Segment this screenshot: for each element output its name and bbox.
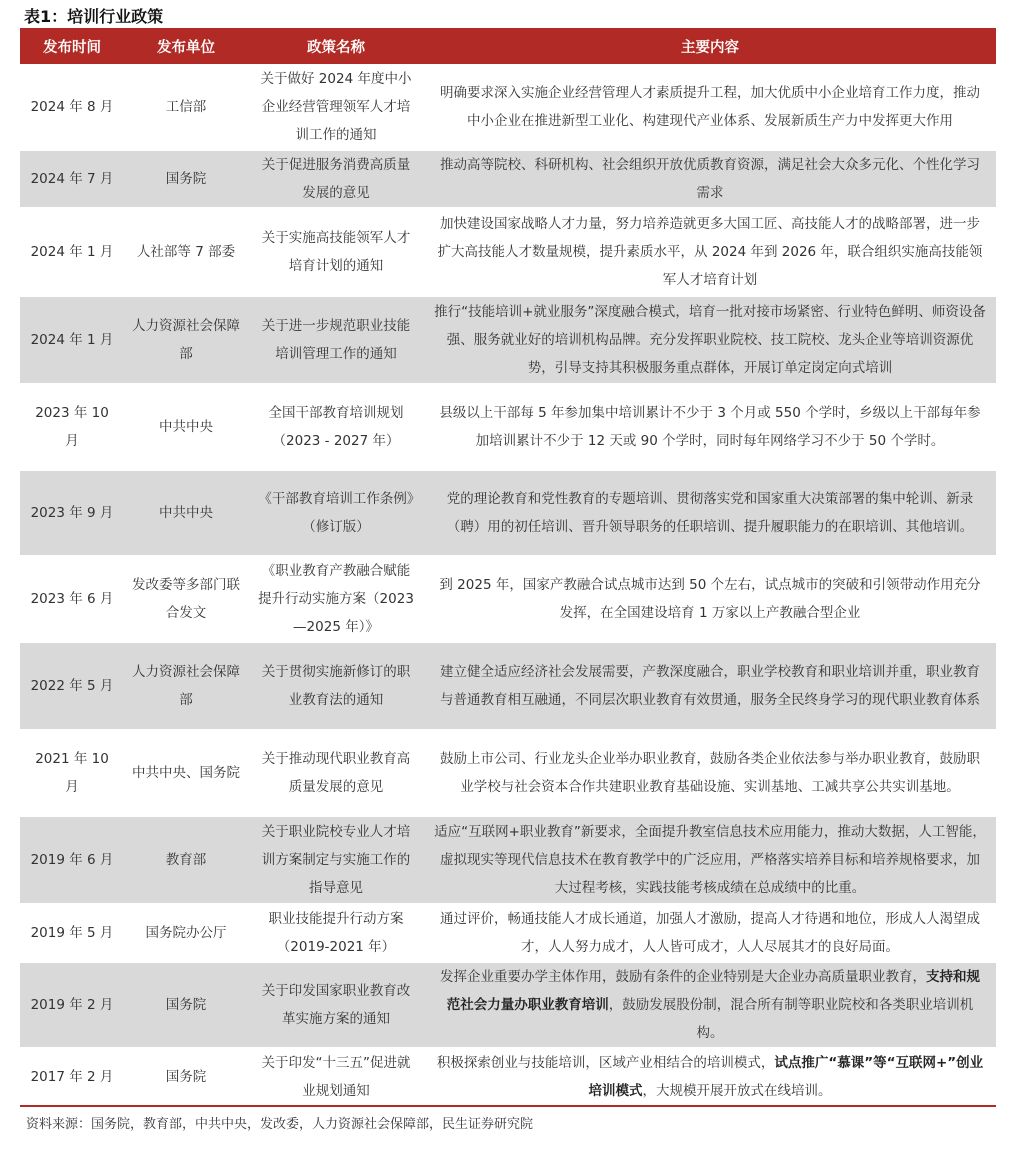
cell-content: 加快建设国家战略人才力量，努力培养造就更多大国工匠、高技能人才的战略部署，进一步扩大高技能人才数量规模，提升素质水平，从 2024 年到 2026 年，联合组织实施高技能领军人才培育计划: [437, 216, 983, 288]
cell-name: 关于促进服务消费高质量发展的意见: [248, 150, 424, 208]
source-note: 资料来源：国务院，教育部，中共中央，发改委，人力资源社会保障部，民生证券研究院: [26, 1117, 534, 1132]
cell-name: 关于职业院校专业人才培训方案制定与实施工作的指导意见: [248, 816, 424, 904]
cell-name: 关于推动现代职业教育高质量发展的意见: [261, 751, 411, 795]
cell-org: 中共中央、国务院: [132, 765, 240, 781]
header-time: 发布时间: [20, 28, 124, 64]
cell-time: 2023 年 6 月: [30, 591, 114, 607]
content-text: 发挥企业重要办学主体作用，鼓励有条件的企业特别是大企业办高质量职业教育，: [440, 969, 926, 985]
content-text: ，鼓励发展股份制，混合所有制等职业院校和各类职业培训机构。: [608, 997, 974, 1041]
table-row: [20, 730, 996, 816]
cell-name: 关于印发国家职业教育改革实施方案的通知: [248, 962, 424, 1048]
cell-time: 2019 年 2 月: [20, 962, 124, 1048]
cell-content: 通过评价，畅通技能人才成长通道，加强人才激励，提高人才待遇和地位，形成人人渴望成才，人人努力成才，人人皆可成才，人人尽展其才的良好局面。: [440, 911, 980, 955]
cell-time: 2019 年 5 月: [30, 925, 114, 941]
header-content: 主要内容: [424, 28, 996, 64]
cell-content: [424, 962, 996, 1048]
table-row: [20, 642, 996, 730]
content-emphasis: 试点推广“慕课”等“互联网+”创业培训模式: [588, 1055, 984, 1099]
cell-name: 关于印发“十三五”促进就业规划通知: [261, 1055, 411, 1099]
table-row: [20, 1048, 996, 1106]
cell-name: 关于做好 2024 年度中小企业经营管理领军人才培训工作的通知: [260, 70, 412, 143]
table-row: [20, 962, 996, 1048]
cell-org: 中共中央: [124, 470, 248, 556]
content-text: ，大规模开展开放式在线培训。: [642, 1083, 832, 1099]
table-row: [20, 208, 996, 296]
table-row: [20, 296, 996, 384]
cell-time: 2024 年 1 月: [30, 244, 114, 260]
cell-content: 到 2025 年，国家产教融合试点城市达到 50 个左右，试点城市的突破和引领带动作用充分发挥，在全国建设培育 1 万家以上产教融合型企业: [439, 577, 981, 621]
cell-org: 人力资源社会保障部: [124, 642, 248, 730]
cell-org: 工信部: [165, 98, 207, 115]
cell-time: 2017 年 2 月: [30, 1069, 114, 1085]
cell-content: 建立健全适应经济社会发展需要，产教深度融合，职业学校教育和职业培训并重，职业教育与普通教育相互融通，不同层次职业教育有效贯通，服务全民终身学习的现代职业教育体系: [424, 642, 996, 730]
table-row: [20, 470, 996, 556]
cell-name: 《职业教育产教融合赋能提升行动实施方案（2023—2025 年）》: [258, 563, 414, 635]
cell-org: 国务院: [124, 150, 248, 208]
cell-time: 2021 年 10 月: [35, 751, 109, 795]
cell-content: 县级以上干部每 5 年参加集中培训累计不少于 3 个月或 550 个学时，乡级以上干部每年参加培训累计不少于 12 天或 90 个学时，同时每年网络学习不少于 50 个学时。: [439, 405, 981, 449]
table-header-row: [20, 28, 996, 64]
cell-name: 关于进一步规范职业技能培训管理工作的通知: [248, 296, 424, 384]
cell-content: [424, 1048, 996, 1106]
cell-time: 2024 年 8 月: [30, 98, 114, 115]
table-row: [20, 556, 996, 642]
table-row: [20, 904, 996, 962]
header-name: 政策名称: [248, 28, 424, 64]
cell-org: 教育部: [124, 816, 248, 904]
cell-time: 2023 年 9 月: [20, 470, 124, 556]
table-row: [20, 150, 996, 208]
table-section: [20, 0, 996, 1132]
cell-content: 党的理论教育和党性教育的专题培训、贯彻落实党和国家重大决策部署的集中轮训、新录（聘）用的初任培训、晋升领导职务的任职培训、提升履职能力的在职培训、其他培训。: [424, 470, 996, 556]
cell-name: 《干部教育培训工作条例》（修订版）: [248, 470, 424, 556]
content-emphasis: 支持和规范社会力量办职业教育培训: [446, 969, 980, 1013]
cell-org: 人社部等 7 部委: [136, 244, 236, 260]
table-row: [20, 816, 996, 904]
cell-content: 明确要求深入实施企业经营管理人才素质提升工程，加大优质中小企业培育工作力度，推动中小企业在推进新型工业化、构建现代产业体系、发展新质生产力中发挥更大作用: [440, 84, 980, 129]
cell-org: 发改委等多部门联合发文: [132, 577, 240, 621]
cell-org: 国务院: [165, 1069, 207, 1085]
table-row: [20, 64, 996, 150]
content-text: 积极探索创业与技能培训，区域产业相结合的培训模式，: [436, 1055, 775, 1071]
cell-org: 国务院: [124, 962, 248, 1048]
cell-name: 职业技能提升行动方案（2019-2021 年）: [268, 911, 404, 955]
cell-time: 2019 年 6 月: [20, 816, 124, 904]
cell-name: 关于贯彻实施新修订的职业教育法的通知: [248, 642, 424, 730]
cell-content: 适应“互联网+职业教育”新要求，全面提升教室信息技术应用能力，推动大数据，人工智能，虚拟现实等现代信息技术在教育教学中的广泛应用，严格落实培养目标和培养规格要求，加大过程考核，实践技能考核成绩在总成绩中的比重。: [424, 816, 996, 904]
cell-content: 推行“技能培训+就业服务”深度融合模式，培育一批对接市场紧密、行业特色鲜明、师资设备强、服务就业好的培训机构品牌。充分发挥职业院校、技工院校、龙头企业等培训资源优势，引导支持其积极服务重点群体，开展订单定岗定向式培训: [424, 296, 996, 384]
cell-content: 鼓励上市公司、行业龙头企业举办职业教育，鼓励各类企业依法参与举办职业教育，鼓励职业学校与社会资本合作共建职业教育基础设施、实训基地、工减共享公共实训基地。: [440, 751, 980, 795]
cell-org: 国务院办公厅: [145, 925, 227, 941]
cell-name: 全国干部教育培训规划（2023 - 2027 年）: [268, 405, 404, 449]
cell-name: 关于实施高技能领军人才培育计划的通知: [261, 230, 411, 274]
cell-time: 2022 年 5 月: [20, 642, 124, 730]
cell-time: 2023 年 10 月: [35, 405, 109, 449]
header-org: 发布单位: [124, 28, 248, 64]
cell-org: 人力资源社会保障部: [124, 296, 248, 384]
cell-time: 2024 年 7 月: [20, 150, 124, 208]
cell-content: 推动高等院校、科研机构、社会组织开放优质教育资源，满足社会大众多元化、个性化学习需求: [424, 150, 996, 208]
cell-org: 中共中央: [159, 419, 213, 435]
table-row: [20, 384, 996, 470]
cell-time: 2024 年 1 月: [20, 296, 124, 384]
policy-table: [20, 28, 996, 1107]
table-title: 表1：培训行业政策: [24, 7, 164, 26]
